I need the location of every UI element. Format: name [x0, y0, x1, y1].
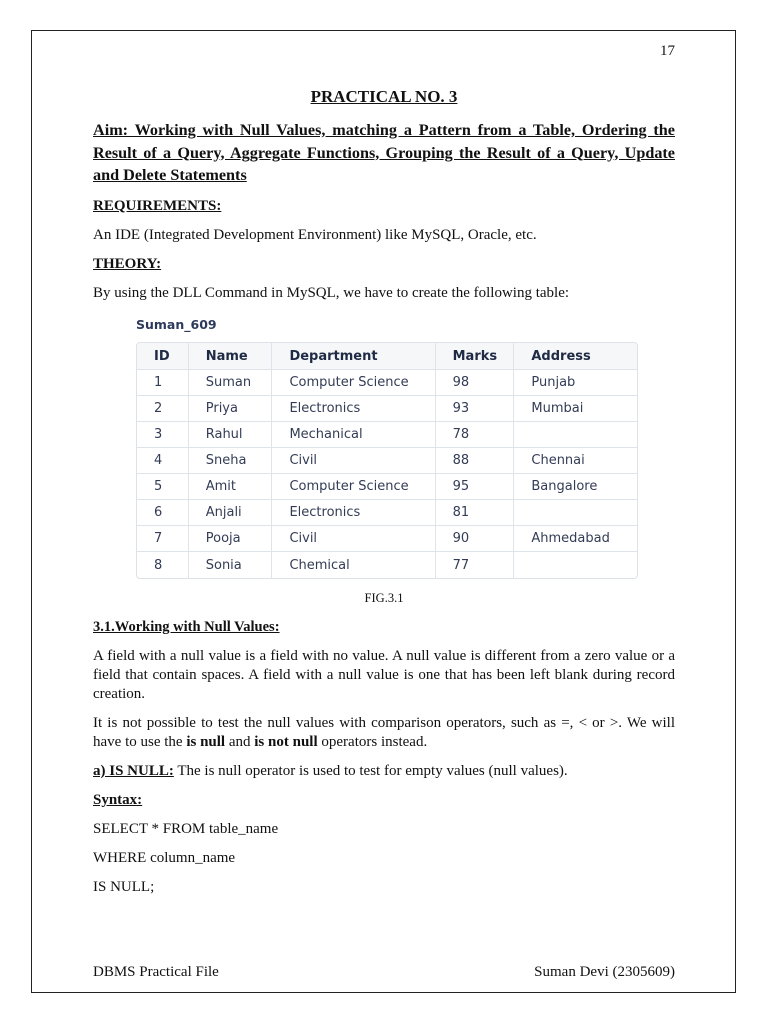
student-table [136, 342, 638, 579]
table-cell: Sneha [189, 448, 273, 474]
table-cell: 5 [137, 474, 189, 500]
null-value-paragraph: A field with a null value is a field with no value. A null value is different from a zero value or a field that contain spaces. A field with a null value is one that has been left blank during record creation. [93, 648, 675, 702]
table-row [137, 526, 637, 552]
is-null-label: a) IS NULL: [93, 763, 174, 779]
table-cell: Chemical [272, 552, 435, 578]
table-cell: Priya [189, 396, 273, 422]
table-cell: 77 [436, 552, 515, 578]
footer-right: Suman Devi (2305609) [534, 964, 675, 980]
table-cell: Amit [189, 474, 273, 500]
table-cell: 6 [137, 500, 189, 526]
table-header-row [137, 343, 637, 370]
column-header: Department [272, 343, 435, 370]
table-cell: Mechanical [272, 422, 435, 448]
table-cell: Suman [189, 370, 273, 396]
column-header: ID [137, 343, 189, 370]
table-cell: 8 [137, 552, 189, 578]
table-row [137, 396, 637, 422]
table-cell: Civil [272, 448, 435, 474]
paragraph-text: It is not possible to test the null values with comparison operators, such as =, < or >. We will have to use the [93, 715, 675, 750]
table-cell: Sonia [189, 552, 273, 578]
table-cell: Electronics [272, 396, 435, 422]
paragraph-text: operators instead. [317, 734, 428, 750]
table-row [137, 474, 637, 500]
is-not-null-term: is not null [254, 734, 318, 750]
table-cell: Chennai [514, 448, 637, 474]
figure-caption: FIG.3.1 [364, 591, 404, 605]
table-cell: Mumbai [514, 396, 637, 422]
table-cell: 2 [137, 396, 189, 422]
paragraph-text: and [225, 734, 255, 750]
code-line: WHERE column_name [93, 850, 236, 866]
footer-left: DBMS Practical File [93, 964, 219, 980]
table-figure [136, 316, 638, 579]
table-cell: 88 [436, 448, 515, 474]
aim-heading: Aim: Working with Null Values, matching a Pattern from a Table, Ordering the Result of a Query, Aggregate Functions, Grouping the Result of a Query, Update and Delete Statements [93, 121, 675, 184]
table-cell [514, 552, 637, 578]
table-cell [514, 422, 637, 448]
table-cell: Anjali [189, 500, 273, 526]
table-row [137, 448, 637, 474]
table-cell [514, 500, 637, 526]
table-row [137, 370, 637, 396]
table-cell: Bangalore [514, 474, 637, 500]
table-cell: Electronics [272, 500, 435, 526]
table-row [137, 500, 637, 526]
table-cell: Ahmedabad [514, 526, 637, 552]
table-cell: Computer Science [272, 474, 435, 500]
section-heading: 3.1.Working with Null Values: [93, 619, 280, 635]
is-null-text: The is null operator is used to test for empty values (null values). [173, 763, 568, 779]
syntax-heading: Syntax: [93, 792, 143, 808]
theory-text: By using the DLL Command in MySQL, we have to create the following table: [93, 285, 570, 301]
table-cell: 1 [137, 370, 189, 396]
table-cell: 81 [436, 500, 515, 526]
is-null-term: is null [186, 734, 226, 750]
page-number: 17 [660, 43, 675, 59]
table-cell: 4 [137, 448, 189, 474]
table-cell: 7 [137, 526, 189, 552]
table-cell: 95 [436, 474, 515, 500]
table-cell: 78 [436, 422, 515, 448]
column-header: Name [189, 343, 273, 370]
table-cell: 90 [436, 526, 515, 552]
table-cell: Pooja [189, 526, 273, 552]
requirements-heading: REQUIREMENTS: [93, 198, 222, 214]
table-title: Suman_609 [136, 317, 217, 332]
comparison-paragraph [93, 714, 675, 752]
column-header: Address [514, 343, 637, 370]
code-line: SELECT * FROM table_name [93, 821, 279, 837]
table-cell: 98 [436, 370, 515, 396]
table-cell: Punjab [514, 370, 637, 396]
is-null-definition [93, 762, 675, 781]
page-title: PRACTICAL NO. 3 [310, 87, 458, 106]
column-header: Marks [436, 343, 515, 370]
table-row [137, 422, 637, 448]
theory-heading: THEORY: [93, 256, 162, 272]
table-row [137, 552, 637, 578]
table-cell: Civil [272, 526, 435, 552]
table-cell: 3 [137, 422, 189, 448]
requirements-text: An IDE (Integrated Development Environment) like MySQL, Oracle, etc. [93, 227, 537, 243]
table-cell: 93 [436, 396, 515, 422]
table-cell: Rahul [189, 422, 273, 448]
table-cell: Computer Science [272, 370, 435, 396]
code-line: IS NULL; [93, 879, 155, 895]
